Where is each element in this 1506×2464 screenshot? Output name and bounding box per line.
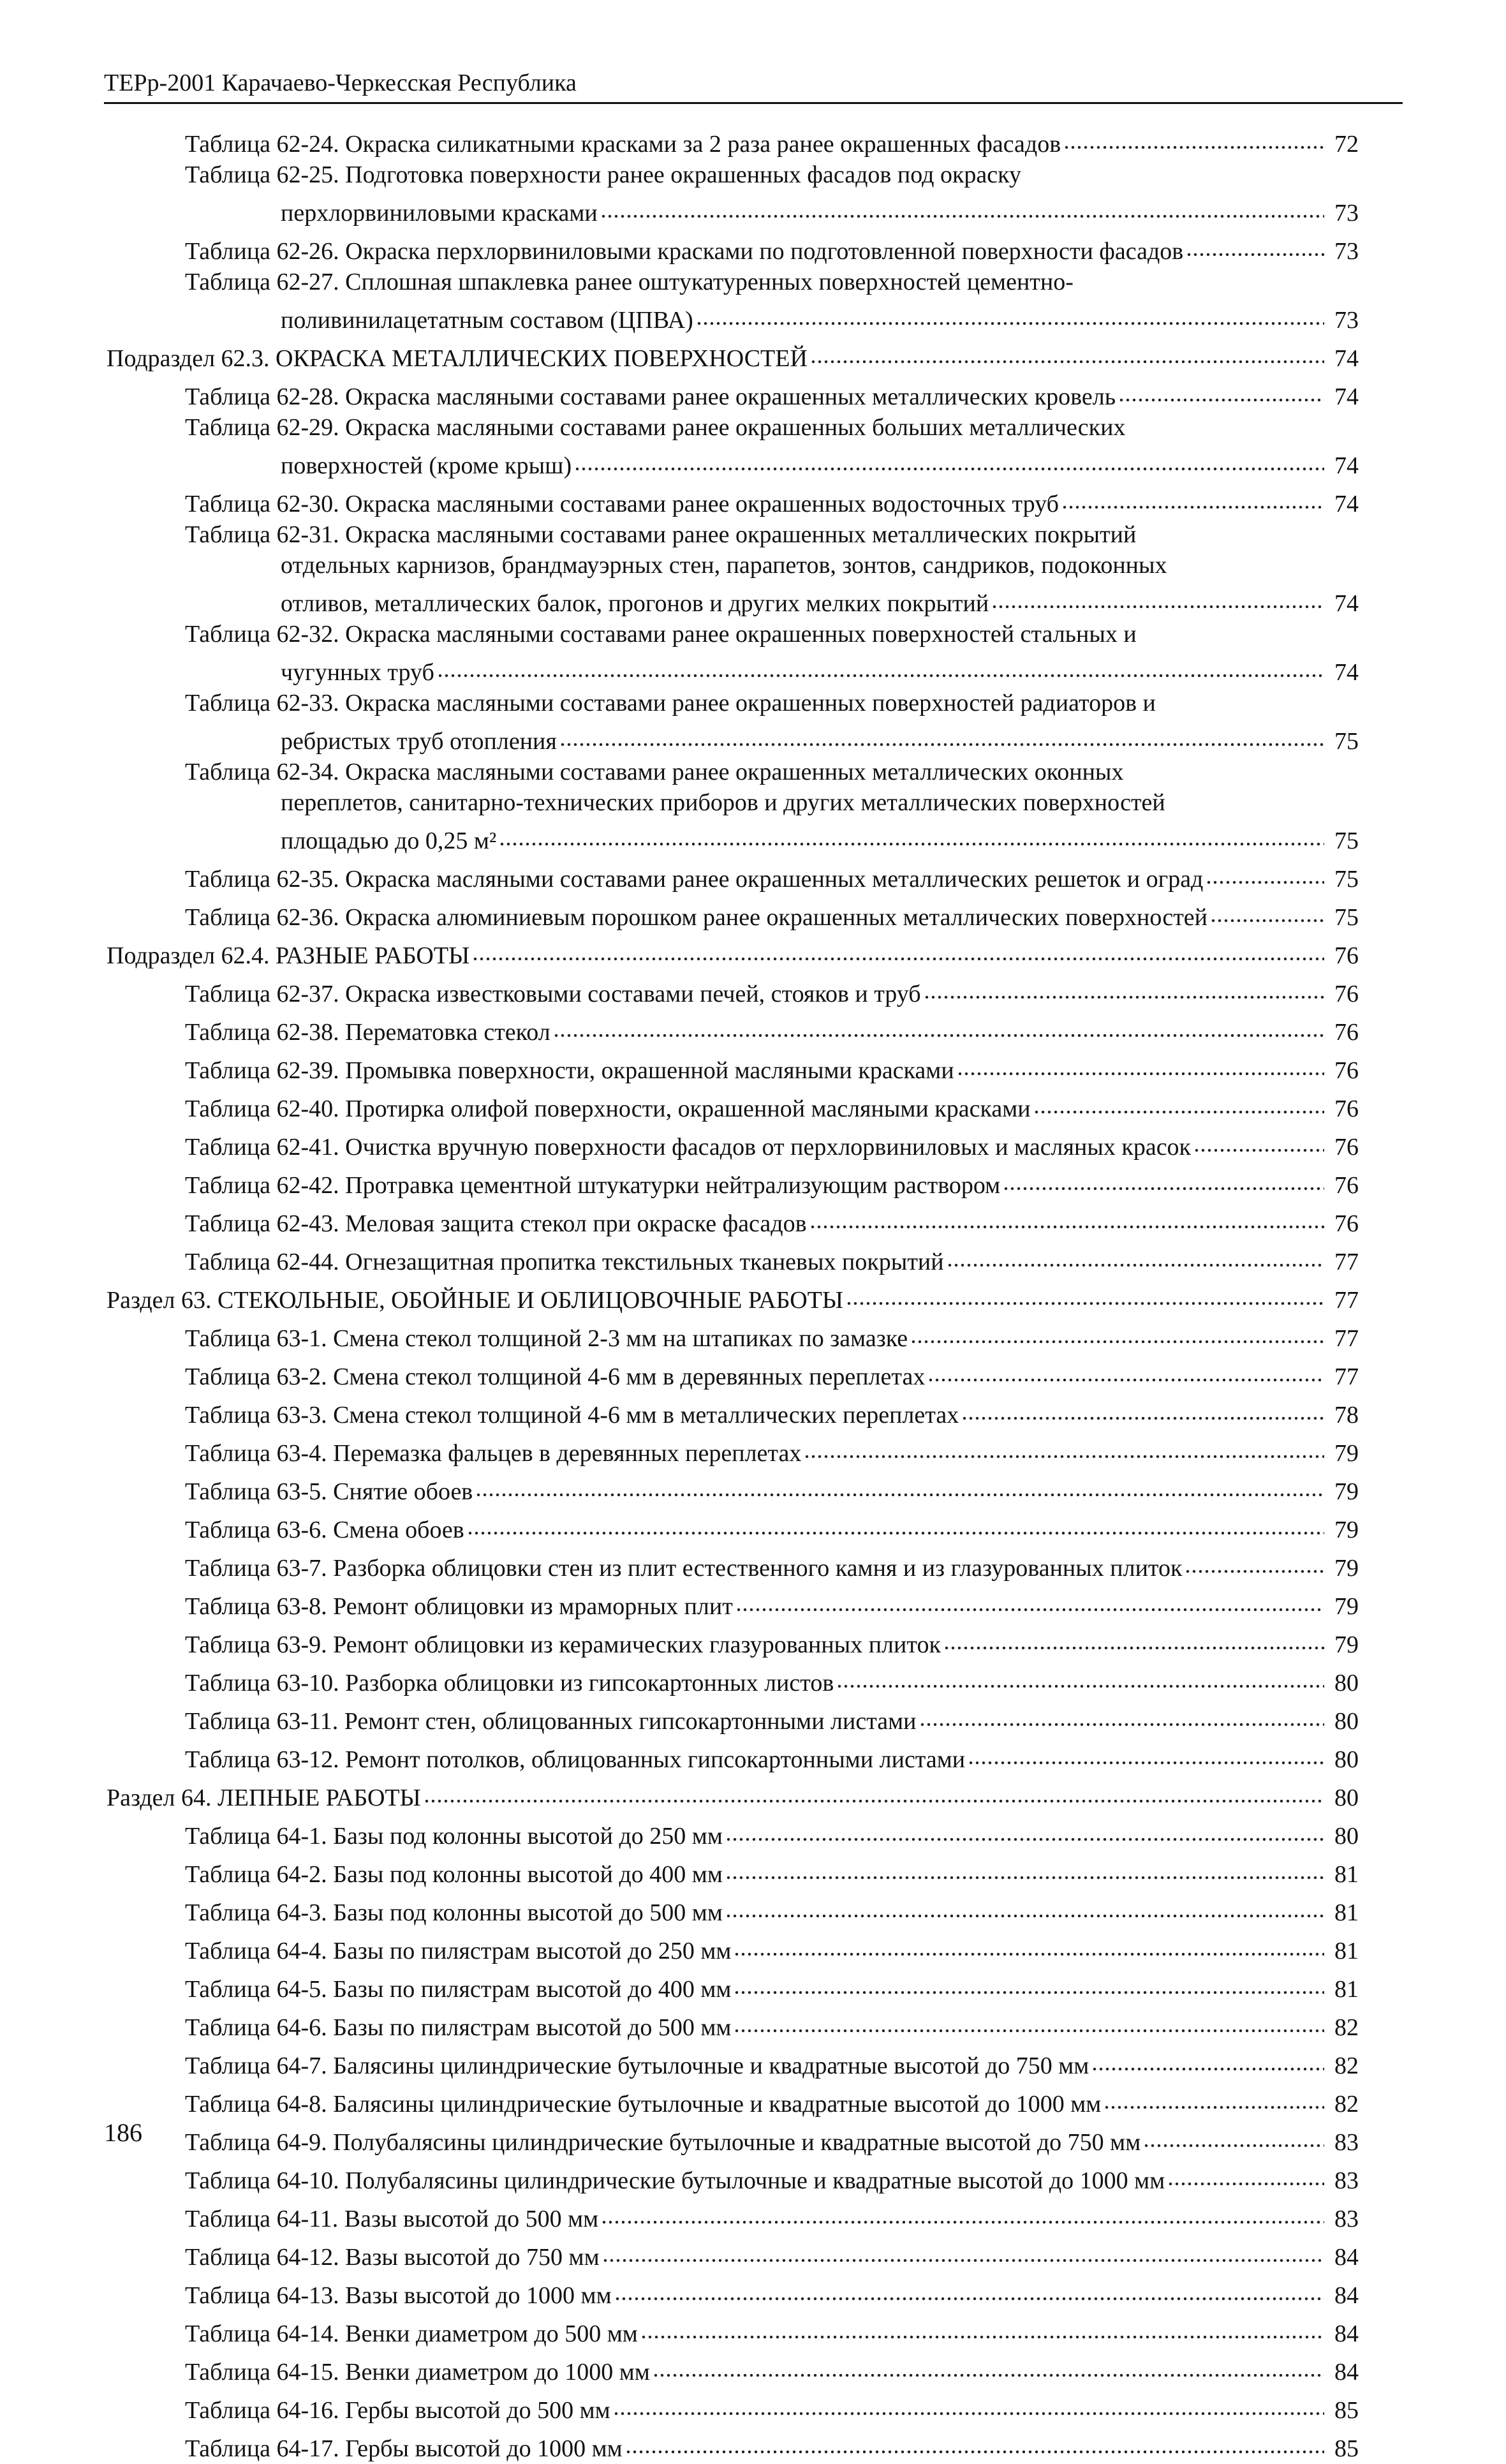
toc-entry-line <box>185 1124 1359 1162</box>
toc-table-entry[interactable] <box>0 374 1506 412</box>
toc-entry-line <box>185 1048 1359 1086</box>
toc-table-entry[interactable] <box>0 1507 1506 1545</box>
toc-table-entry[interactable] <box>0 2119 1506 2158</box>
toc-entry-title: Таблица 62-35. Окраска масляными составами ранее окрашенных металлических решеток и оград <box>185 866 1204 893</box>
toc-page-number: 75 <box>1334 828 1359 854</box>
toc-entry-title: Таблица 64-9. Полубалясины цилиндрические бутылочные и квадратные высотой до 750 мм <box>185 2129 1141 2156</box>
dot-leader <box>437 649 1324 680</box>
dot-leader <box>725 1813 1324 1844</box>
dot-leader <box>836 1660 1324 1691</box>
toc-page-number: 79 <box>1334 1555 1359 1582</box>
toc-entry-title: отдельных карнизов, брандмауэрных стен, парапетов, зонтов, сандриков, подоконных <box>281 552 1167 579</box>
toc-page-number: 74 <box>1334 491 1359 517</box>
toc-entry-line <box>185 2234 1359 2273</box>
dot-leader <box>1091 2043 1324 2074</box>
toc-entry-line <box>185 856 1359 894</box>
toc-entry-line <box>185 718 1359 757</box>
dot-leader <box>734 1966 1324 1997</box>
toc-table-entry[interactable] <box>0 1201 1506 1239</box>
toc-entry-title: Таблица 62-24. Окраска силикатными красками за 2 раза ранее окрашенных фасадов <box>185 131 1061 158</box>
dot-leader <box>968 1737 1324 1767</box>
toc-entry-title: Таблица 62-37. Окраска известковыми составами печей, стояков и труб <box>185 981 921 1007</box>
toc-entry-title: Таблица 63-3. Смена стекол толщиной 4-6 мм в металлических переплетах <box>185 1402 959 1429</box>
toc-entry-title: Таблица 63-9. Ремонт облицовки из керамических глазурованных плиток <box>185 1631 941 1658</box>
dot-leader <box>924 971 1324 1002</box>
toc-entry-line <box>107 336 1359 374</box>
toc-page-number: 81 <box>1334 1861 1359 1888</box>
toc-page-number: 79 <box>1334 1593 1359 1620</box>
toc-page-number: 74 <box>1334 659 1359 686</box>
toc-entry-line <box>107 933 1359 971</box>
toc-table-entry[interactable] <box>0 1737 1506 1775</box>
dot-leader <box>574 443 1324 473</box>
toc-page-number: 77 <box>1334 1287 1359 1314</box>
toc-entry-title: Таблица 64-14. Венки диаметром до 500 мм <box>185 2320 638 2347</box>
header-title: ТЕРр-2001 Карачаево-Черкесская Республика <box>104 70 577 96</box>
toc-entry-line <box>185 818 1359 856</box>
toc-page-number: 84 <box>1334 2359 1359 2386</box>
toc-page-number: 81 <box>1334 1938 1359 1964</box>
toc-table-entry[interactable] <box>0 2311 1506 2349</box>
toc-entry-line <box>185 228 1359 267</box>
toc-entry-title: Таблица 64-6. Базы по пилястрам высотой до 500 мм <box>185 2014 732 2041</box>
toc-page-number: 82 <box>1334 2091 1359 2118</box>
toc-entry-line <box>185 2005 1359 2043</box>
dot-leader <box>910 1316 1324 1346</box>
toc-entry-title: Таблица 63-10. Разборка облицовки из гипсокартонных листов <box>185 1670 834 1696</box>
toc-table-entry[interactable] <box>0 1086 1506 1124</box>
toc-table-entry[interactable] <box>0 1813 1506 1852</box>
toc-entry-title: Таблица 63-1. Смена стекол толщиной 2-3 мм на штапиках по замазке <box>185 1325 908 1352</box>
toc-entry-line <box>107 1277 1359 1316</box>
toc-table-entry[interactable] <box>0 2426 1506 2464</box>
toc-entry-line <box>185 2081 1359 2119</box>
toc-page-number: 80 <box>1334 1708 1359 1735</box>
toc-entry-title: поверхностей (кроме крыш) <box>281 452 572 479</box>
toc-table-entry[interactable] <box>0 2387 1506 2426</box>
toc-entry-line <box>185 2387 1359 2426</box>
toc-entry-line <box>185 1469 1359 1507</box>
dot-leader <box>1206 856 1324 887</box>
dot-leader <box>734 1928 1324 1959</box>
toc-entry-title: Таблица 62-38. Перематовка стекол <box>185 1019 550 1046</box>
toc-entry-title: Таблица 63-2. Смена стекол толщиной 4-6 мм в деревянных переплетах <box>185 1363 926 1390</box>
toc-entry-title: Подраздел 62.3. ОКРАСКА МЕТАЛЛИЧЕСКИХ ПОВЕРХНОСТЕЙ <box>107 345 808 372</box>
dot-leader <box>1210 894 1324 925</box>
toc-entry-line <box>185 1430 1359 1469</box>
toc-page-number: 76 <box>1334 1057 1359 1084</box>
toc-entry-title: Таблица 63-11. Ремонт стен, облицованных гипсокартонными листами <box>185 1708 917 1735</box>
toc-entry-title: Таблица 62-28. Окраска масляными составами ранее окрашенных металлических кровель <box>185 383 1116 410</box>
toc-page-number: 79 <box>1334 1517 1359 1543</box>
dot-leader <box>600 190 1324 221</box>
toc-entry-title: переплетов, санитарно-технических приборов и других металлических поверхностей <box>281 789 1165 816</box>
toc-table-entry[interactable] <box>0 1316 1506 1354</box>
toc-table-entry[interactable] <box>0 1392 1506 1430</box>
toc-entry-line <box>185 1086 1359 1124</box>
toc-page-number: 77 <box>1334 1325 1359 1352</box>
toc-table-entry[interactable] <box>0 971 1506 1009</box>
dot-leader <box>553 1009 1324 1040</box>
toc-entry-title: Таблица 62-30. Окраска масляными составами ранее окрашенных водосточных труб <box>185 491 1059 517</box>
toc-entry-title: Таблица 62-34. Окраска масляными составами ранее окрашенных металлических оконных <box>185 759 1124 785</box>
toc-page-number: 76 <box>1334 981 1359 1007</box>
toc-table-entry[interactable] <box>0 2081 1506 2119</box>
toc-page-number: 79 <box>1334 1440 1359 1467</box>
toc-table-entry[interactable] <box>0 619 1506 688</box>
toc-entry-line <box>185 1239 1359 1277</box>
dot-leader <box>947 1239 1324 1270</box>
dot-leader <box>1033 1086 1324 1117</box>
toc-entry-line <box>185 374 1359 412</box>
toc-entry-line <box>185 2043 1359 2081</box>
toc-page-number: 73 <box>1334 200 1359 226</box>
toc-entry-title: чугунных труб <box>281 659 434 686</box>
toc-entry-line <box>185 2311 1359 2349</box>
toc-entry-title: поливинилацетатным составом (ЦПВА) <box>281 307 693 334</box>
toc-page-number: 80 <box>1334 1823 1359 1850</box>
toc-entry-title: Таблица 63-8. Ремонт облицовки из мраморных плит <box>185 1593 733 1620</box>
toc-entry-line <box>185 971 1359 1009</box>
toc-page-number: 75 <box>1334 866 1359 893</box>
toc-entry-title: Таблица 64-16. Гербы высотой до 500 мм <box>185 2397 610 2424</box>
toc-entry-title: Таблица 62-43. Меловая защита стекол при окраске фасадов <box>185 1210 807 1237</box>
dot-leader <box>1061 481 1324 512</box>
toc-entry-line <box>185 2158 1359 2196</box>
toc-entry-title: Таблица 64-10. Полубалясины цилиндрические бутылочные и квадратные высотой до 1000 мм <box>185 2167 1165 2194</box>
toc-section-entry[interactable] <box>0 1775 1506 1813</box>
toc-entry-title: Таблица 64-17. Гербы высотой до 1000 мм <box>185 2435 623 2462</box>
toc-entry-title: Подраздел 62.4. РАЗНЫЕ РАБОТЫ <box>107 942 470 969</box>
toc-page-number: 80 <box>1334 1746 1359 1773</box>
toc-entry-title: Таблица 64-3. Базы под колонны высотой до 500 мм <box>185 1899 723 1926</box>
toc-table-entry[interactable] <box>0 688 1506 757</box>
toc-entry-line <box>185 550 1359 581</box>
toc-page-number: 81 <box>1334 1976 1359 2003</box>
toc-table-entry[interactable] <box>0 228 1506 267</box>
toc-table-entry[interactable] <box>0 757 1506 856</box>
toc-table-entry[interactable] <box>0 1124 1506 1162</box>
toc-page-number: 81 <box>1334 1899 1359 1926</box>
toc-entry-line <box>185 1813 1359 1852</box>
toc-table-entry[interactable] <box>0 267 1506 336</box>
dot-leader <box>734 2005 1324 2035</box>
toc-entry-line <box>185 787 1359 818</box>
toc-entry-line <box>185 1890 1359 1928</box>
toc-page-number: 76 <box>1334 942 1359 969</box>
dot-leader <box>499 818 1324 849</box>
toc-table-entry[interactable] <box>0 1852 1506 1890</box>
toc-page-number: 79 <box>1334 1631 1359 1658</box>
toc-page-number: 77 <box>1334 1249 1359 1275</box>
toc-entry-line <box>185 2426 1359 2464</box>
dot-leader <box>1118 374 1324 404</box>
toc-page-number: 78 <box>1334 1402 1359 1429</box>
toc-entry-title: отливов, металлических балок, прогонов и других мелких покрытий <box>281 590 989 617</box>
dot-leader <box>1167 2158 1324 2188</box>
toc-entry-line <box>185 1737 1359 1775</box>
toc-table-entry[interactable] <box>0 2349 1506 2387</box>
toc-entry-title: Таблица 62-29. Окраска масляными составами ранее окрашенных больших металлических <box>185 414 1126 441</box>
toc-entry-title: Таблица 64-8. Балясины цилиндрические бутылочные и квадратные высотой до 1000 мм <box>185 2091 1102 2118</box>
toc-table-entry[interactable] <box>0 1430 1506 1469</box>
toc-entry-line <box>185 121 1359 160</box>
toc-entry-title: Таблица 62-31. Окраска масляными составами ранее окрашенных металлических покрытий <box>185 521 1137 548</box>
toc-table-entry[interactable] <box>0 1469 1506 1507</box>
dot-leader <box>927 1354 1324 1384</box>
page-header <box>104 64 1403 104</box>
toc-entry-line <box>185 1698 1359 1737</box>
toc-entry-title: Таблица 63-7. Разборка облицовки стен из плит естественного камня и из глазурованных плиток <box>185 1555 1183 1582</box>
toc-table-entry[interactable] <box>0 2005 1506 2043</box>
toc-page-number: 73 <box>1334 238 1359 265</box>
toc-page-number: 77 <box>1334 1363 1359 1390</box>
dot-leader <box>943 1622 1324 1652</box>
toc-table-entry[interactable] <box>0 1890 1506 1928</box>
toc-page-number: 85 <box>1334 2397 1359 2424</box>
toc-page-number: 82 <box>1334 2052 1359 2079</box>
toc-entry-line <box>185 1852 1359 1890</box>
toc-page-number: 74 <box>1334 452 1359 479</box>
toc-entry-title: Таблица 62-25. Подготовка поверхности ранее окрашенных фасадов под окраску <box>185 161 1022 188</box>
dot-leader <box>1104 2081 1324 2112</box>
dot-leader <box>1143 2119 1324 2150</box>
toc-table-entry[interactable] <box>0 121 1506 160</box>
toc-table-entry[interactable] <box>0 1239 1506 1277</box>
toc-page-number: 84 <box>1334 2320 1359 2347</box>
toc-page-number: 80 <box>1334 1670 1359 1696</box>
toc-table-entry[interactable] <box>0 2196 1506 2234</box>
toc-page-number: 83 <box>1334 2129 1359 2156</box>
toc-page-number: 84 <box>1334 2282 1359 2309</box>
dot-leader <box>467 1507 1324 1538</box>
toc-entry-line <box>185 412 1359 443</box>
toc-entry-title: Таблица 63-12. Ремонт потолков, облицованных гипсокартонными листами <box>185 1746 966 1773</box>
toc-entry-title: Таблица 63-5. Снятие обоев <box>185 1478 473 1505</box>
toc-table-entry[interactable] <box>0 894 1506 933</box>
toc-table-entry[interactable] <box>0 1162 1506 1201</box>
toc-table-entry[interactable] <box>0 1009 1506 1048</box>
toc-section-entry[interactable] <box>0 336 1506 374</box>
toc-table-entry[interactable] <box>0 160 1506 228</box>
toc-entry-title: Таблица 64-2. Базы под колонны высотой до 400 мм <box>185 1861 723 1888</box>
dot-leader <box>613 2387 1324 2418</box>
toc-entry-title: Таблица 62-33. Окраска масляными составами ранее окрашенных поверхностей радиаторов и <box>185 690 1156 716</box>
dot-leader <box>809 1201 1324 1231</box>
toc-entry-line <box>185 619 1359 649</box>
toc-entry-line <box>185 160 1359 190</box>
toc-entry-line <box>107 1775 1359 1813</box>
toc-page-number: 80 <box>1334 1785 1359 1811</box>
toc-entry-title: Таблица 62-26. Окраска перхлорвиниловыми красками по подготовленной поверхности фасадов <box>185 238 1184 265</box>
toc-entry-line <box>185 1660 1359 1698</box>
toc-table-entry[interactable] <box>0 481 1506 519</box>
toc-table-entry[interactable] <box>0 1966 1506 2005</box>
toc-entry-line <box>185 1966 1359 2005</box>
toc-table-entry[interactable] <box>0 1928 1506 1966</box>
toc-entry-title: Таблица 64-13. Вазы высотой до 1000 мм <box>185 2282 612 2309</box>
dot-leader <box>725 1852 1324 1882</box>
toc-table-entry[interactable] <box>0 1660 1506 1698</box>
toc-entry-line <box>185 894 1359 933</box>
toc-section-entry[interactable] <box>0 933 1506 971</box>
toc-entry-title: перхлорвиниловыми красками <box>281 200 598 226</box>
toc-page-number: 83 <box>1334 2167 1359 2194</box>
dot-leader <box>919 1698 1324 1729</box>
dot-leader <box>961 1392 1324 1423</box>
dot-leader <box>1003 1162 1324 1193</box>
dot-leader <box>846 1277 1324 1308</box>
toc-page-number: 74 <box>1334 345 1359 372</box>
toc-table-entry[interactable] <box>0 1698 1506 1737</box>
toc-entry-line <box>185 1928 1359 1966</box>
toc-entry-title: Таблица 62-36. Окраска алюминиевым порошком ранее окрашенных металлических поверхностей <box>185 904 1208 931</box>
toc-table-entry[interactable] <box>0 2273 1506 2311</box>
toc-entry-title: Таблица 62-41. Очистка вручную поверхности фасадов от перхлорвиниловых и масляных красок <box>185 1134 1192 1161</box>
toc-page-number: 74 <box>1334 383 1359 410</box>
toc-entry-title: площадью до 0,25 м² <box>281 828 497 854</box>
dot-leader <box>559 718 1324 749</box>
toc-entry-title: Таблица 63-4. Перемазка фальцев в деревянных переплетах <box>185 1440 802 1467</box>
toc-entry-title: Таблица 64-15. Венки диаметром до 1000 мм <box>185 2359 650 2386</box>
toc-entry-title: Таблица 64-12. Вазы высотой до 750 мм <box>185 2244 600 2271</box>
toc-entry-title: Таблица 62-39. Промывка поверхности, окрашенной масляными красками <box>185 1057 954 1084</box>
toc-table-entry[interactable] <box>0 412 1506 481</box>
dot-leader <box>424 1775 1324 1806</box>
toc-entry-title: Раздел 64. ЛЕПНЫЕ РАБОТЫ <box>107 1785 421 1811</box>
toc-entry-line <box>185 267 1359 297</box>
toc-entry-title: Таблица 63-6. Смена обоев <box>185 1517 464 1543</box>
toc-page-number: 84 <box>1334 2244 1359 2271</box>
toc-entry-line <box>185 1201 1359 1239</box>
toc-entry-title: Таблица 64-11. Вазы высотой до 500 мм <box>185 2206 599 2232</box>
toc-table-entry[interactable] <box>0 2234 1506 2273</box>
toc-page-number: 82 <box>1334 2014 1359 2041</box>
toc-entry-title: Таблица 62-44. Огнезащитная пропитка текстильных тканевых покрытий <box>185 1249 944 1275</box>
toc-page-number: 76 <box>1334 1172 1359 1199</box>
toc-page-number: 74 <box>1334 590 1359 617</box>
table-of-contents <box>0 121 1506 2464</box>
dot-leader <box>957 1048 1324 1078</box>
toc-entry-line <box>185 519 1359 550</box>
toc-entry-title: Таблица 64-5. Базы по пилястрам высотой до 400 мм <box>185 1976 732 2003</box>
dot-leader <box>625 2426 1324 2456</box>
toc-entry-line <box>185 2349 1359 2387</box>
toc-table-entry[interactable] <box>0 519 1506 619</box>
toc-page-number: 79 <box>1334 1478 1359 1505</box>
toc-entry-title: Таблица 62-42. Протравка цементной штукатурки нейтрализующим раствором <box>185 1172 1001 1199</box>
toc-entry-title: ребристых труб отопления <box>281 728 557 755</box>
toc-page-number: 73 <box>1334 307 1359 334</box>
toc-page-number: 85 <box>1334 2435 1359 2462</box>
toc-entry-line <box>185 1009 1359 1048</box>
toc-entry-line <box>185 2196 1359 2234</box>
toc-entry-line <box>185 581 1359 619</box>
toc-page-number: 76 <box>1334 1134 1359 1161</box>
toc-entry-line <box>185 190 1359 228</box>
toc-table-entry[interactable] <box>0 1545 1506 1584</box>
toc-entry-line <box>185 757 1359 787</box>
toc-entry-line <box>185 481 1359 519</box>
toc-page-number: 76 <box>1334 1019 1359 1046</box>
dot-leader <box>472 933 1324 963</box>
toc-table-entry[interactable] <box>0 1584 1506 1622</box>
dot-leader <box>810 336 1324 366</box>
toc-entry-line <box>185 1507 1359 1545</box>
toc-entry-line <box>185 1545 1359 1584</box>
dot-leader <box>601 2196 1324 2227</box>
toc-entry-line <box>185 1354 1359 1392</box>
dot-leader <box>804 1430 1324 1461</box>
toc-entry-line <box>185 688 1359 718</box>
toc-entry-line <box>185 1316 1359 1354</box>
toc-entry-title: Таблица 64-7. Балясины цилиндрические бутылочные и квадратные высотой до 750 мм <box>185 2052 1089 2079</box>
toc-table-entry[interactable] <box>0 2158 1506 2196</box>
toc-entry-title: Таблица 64-4. Базы по пилястрам высотой до 250 мм <box>185 1938 732 1964</box>
toc-section-entry[interactable] <box>0 1277 1506 1316</box>
dot-leader <box>735 1584 1324 1614</box>
toc-page-number: 72 <box>1334 131 1359 158</box>
toc-table-entry[interactable] <box>0 1048 1506 1086</box>
toc-entry-line <box>185 2119 1359 2158</box>
dot-leader <box>696 297 1324 328</box>
toc-entry-title: Таблица 62-27. Сплошная шпаклевка ранее оштукатуренных поверхностей цементно- <box>185 269 1074 295</box>
dot-leader <box>614 2273 1324 2303</box>
dot-leader <box>475 1469 1324 1499</box>
toc-page-number: 83 <box>1334 2206 1359 2232</box>
toc-table-entry[interactable] <box>0 1354 1506 1392</box>
toc-entry-line <box>185 297 1359 336</box>
toc-table-entry[interactable] <box>0 1622 1506 1660</box>
dot-leader <box>1063 121 1324 152</box>
toc-entry-title: Таблица 62-32. Окраска масляными составами ранее окрашенных поверхностей стальных и <box>185 621 1137 648</box>
toc-entry-title: Таблица 62-40. Протирка олифой поверхности, окрашенной масляными красками <box>185 1095 1031 1122</box>
toc-table-entry[interactable] <box>0 2043 1506 2081</box>
toc-page-number: 75 <box>1334 728 1359 755</box>
toc-entry-line <box>185 1162 1359 1201</box>
dot-leader <box>725 1890 1324 1920</box>
toc-entry-line <box>185 1392 1359 1430</box>
toc-entry-title: Раздел 63. СТЕКОЛЬНЫЕ, ОБОЙНЫЕ И ОБЛИЦОВОЧНЫЕ РАБОТЫ <box>107 1287 844 1314</box>
toc-entry-line <box>185 649 1359 688</box>
dot-leader <box>991 581 1324 611</box>
dot-leader <box>1185 1545 1324 1576</box>
toc-table-entry[interactable] <box>0 856 1506 894</box>
dot-leader <box>1193 1124 1324 1155</box>
dot-leader <box>1186 228 1324 259</box>
dot-leader <box>653 2349 1324 2380</box>
toc-entry-line <box>185 1622 1359 1660</box>
toc-entry-line <box>185 1584 1359 1622</box>
toc-entry-line <box>185 2273 1359 2311</box>
toc-entry-title: Таблица 64-1. Базы под колонны высотой до 250 мм <box>185 1823 723 1850</box>
toc-page-number: 76 <box>1334 1095 1359 1122</box>
toc-entry-line <box>185 443 1359 481</box>
dot-leader <box>640 2311 1324 2342</box>
dot-leader <box>602 2234 1324 2265</box>
page-number: 186 <box>104 2118 142 2147</box>
toc-page-number: 75 <box>1334 904 1359 931</box>
toc-page-number: 76 <box>1334 1210 1359 1237</box>
